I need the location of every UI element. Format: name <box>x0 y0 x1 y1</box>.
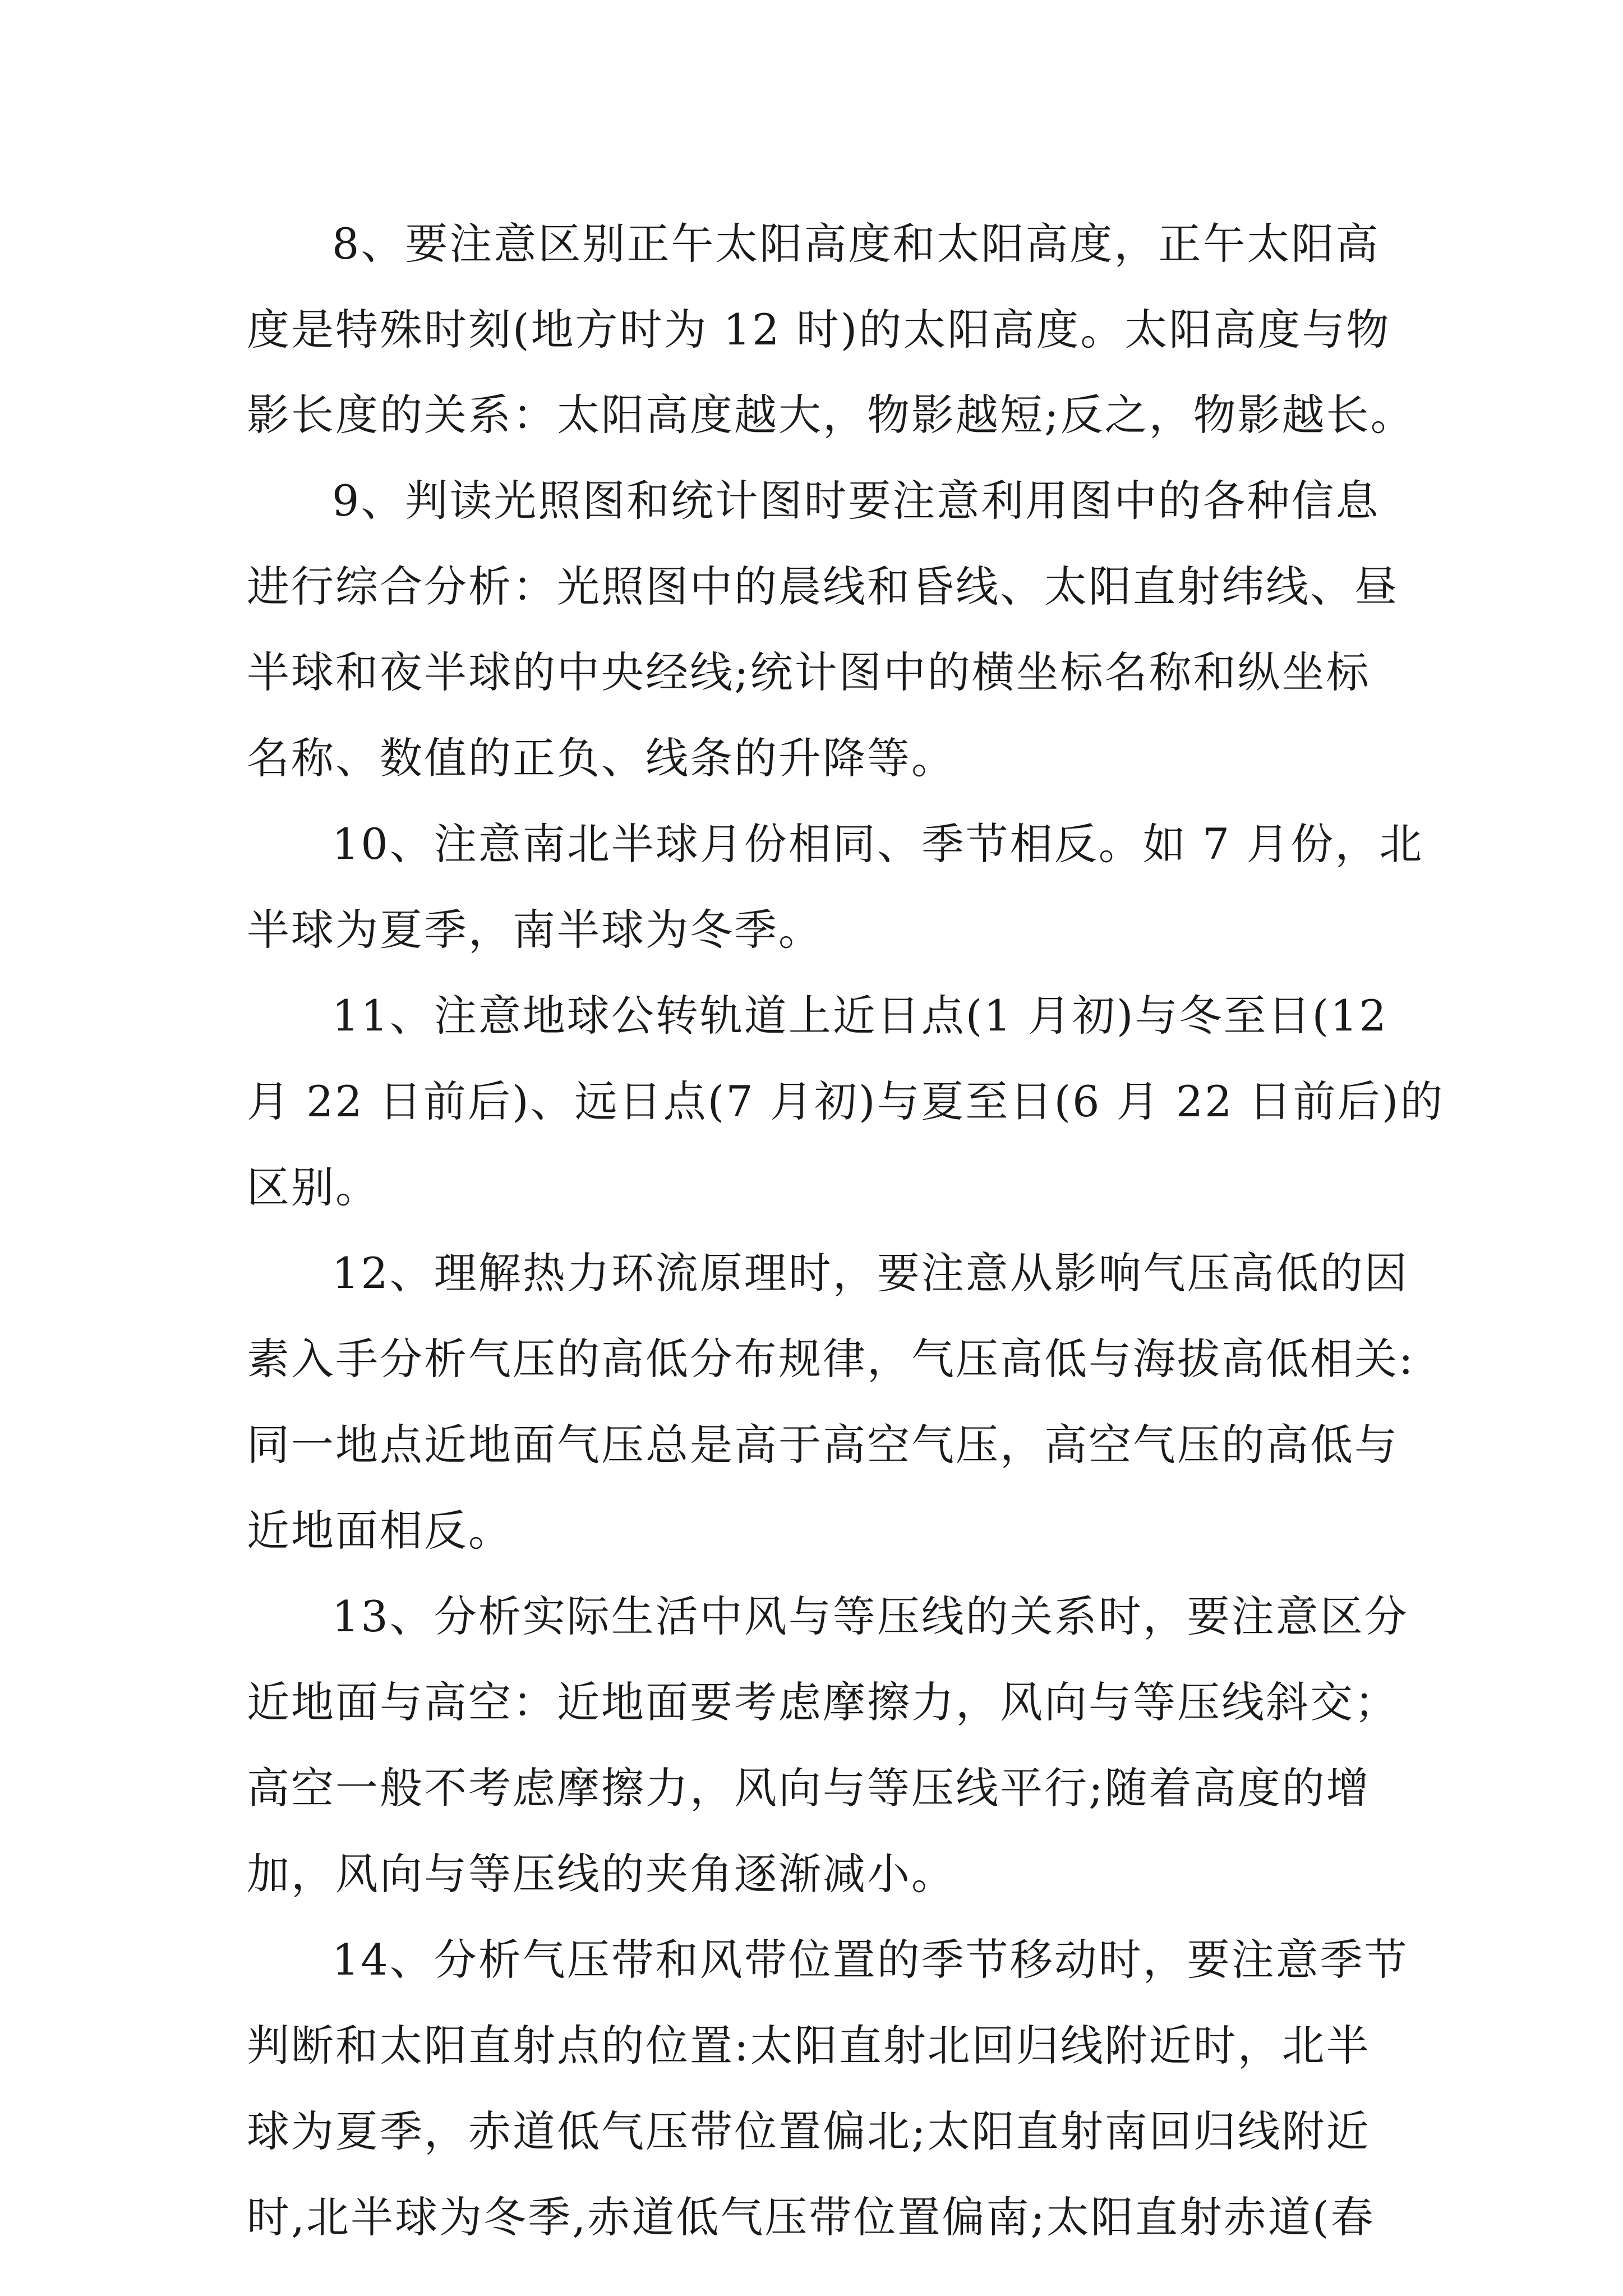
paragraph-14-line-2: 判断和太阳直射点的位置:太阳直射北回归线附近时，北半 <box>247 2021 1371 2070</box>
paragraph-8-line-1: 8、要注意区别正午太阳高度和太阳高度，正午太阳高 <box>332 219 1380 269</box>
paragraph-12-line-3: 同一地点近地面气压总是高于高空气压，高空气压的高低与 <box>247 1420 1399 1470</box>
paragraph-10-line-1: 10、注意南北半球月份相同、季节相反。如 7 月份，北 <box>332 819 1424 869</box>
paragraph-13-line-1: 13、分析实际生活中风与等压线的关系时，要注意区分 <box>332 1591 1409 1641</box>
paragraph-10-line-2: 半球为夏季，南半球为冬季。 <box>247 905 823 955</box>
paragraph-12-line-4: 近地面相反。 <box>247 1506 513 1556</box>
paragraph-9-line-2: 进行综合分析：光照图中的晨线和昏线、太阳直射纬线、昼 <box>247 562 1399 611</box>
paragraph-14-line-1: 14、分析气压带和风带位置的季节移动时，要注意季节 <box>332 1935 1409 1985</box>
paragraph-9-line-3: 半球和夜半球的中央经线;统计图中的横坐标名称和纵坐标 <box>247 647 1371 697</box>
paragraph-8-line-3: 影长度的关系：太阳高度越大，物影越短;反之，物影越长。 <box>247 390 1415 440</box>
paragraph-9-line-1: 9、判读光照图和统计图时要注意利用图中的各种信息 <box>332 476 1380 526</box>
paragraph-8-line-2: 度是特殊时刻(地方时为 12 时)的太阳高度。太阳高度与物 <box>247 305 1391 355</box>
paragraph-9-line-4: 名称、数值的正负、线条的升降等。 <box>247 733 956 783</box>
paragraph-14-line-4: 时,北半球为冬季,赤道低气压带位置偏南;太阳直射赤道(春 <box>247 2192 1375 2242</box>
paragraph-13-line-4: 加，风向与等压线的夹角逐渐减小。 <box>247 1849 956 1899</box>
paragraph-14-line-3: 球为夏季，赤道低气压带位置偏北;太阳直射南回归线附近 <box>247 2106 1371 2156</box>
paragraph-13-line-2: 近地面与高空：近地面要考虑摩擦力，风向与等压线斜交； <box>247 1677 1399 1727</box>
paragraph-11-line-1: 11、注意地球公转轨道上近日点(1 月初)与冬至日(12 <box>332 991 1388 1041</box>
paragraph-11-line-3: 区别。 <box>247 1162 380 1212</box>
paragraph-13-line-3: 高空一般不考虑摩擦力，风向与等压线平行;随着高度的增 <box>247 1763 1371 1813</box>
paragraph-11-line-2: 月 22 日前后)、远日点(7 月初)与夏至日(6 月 22 日前后)的 <box>247 1076 1445 1126</box>
paragraph-12-line-1: 12、理解热力环流原理时，要注意从影响气压高低的因 <box>332 1248 1409 1298</box>
paragraph-12-line-2: 素入手分析气压的高低分布规律，气压高低与海拔高低相关: <box>247 1334 1415 1384</box>
